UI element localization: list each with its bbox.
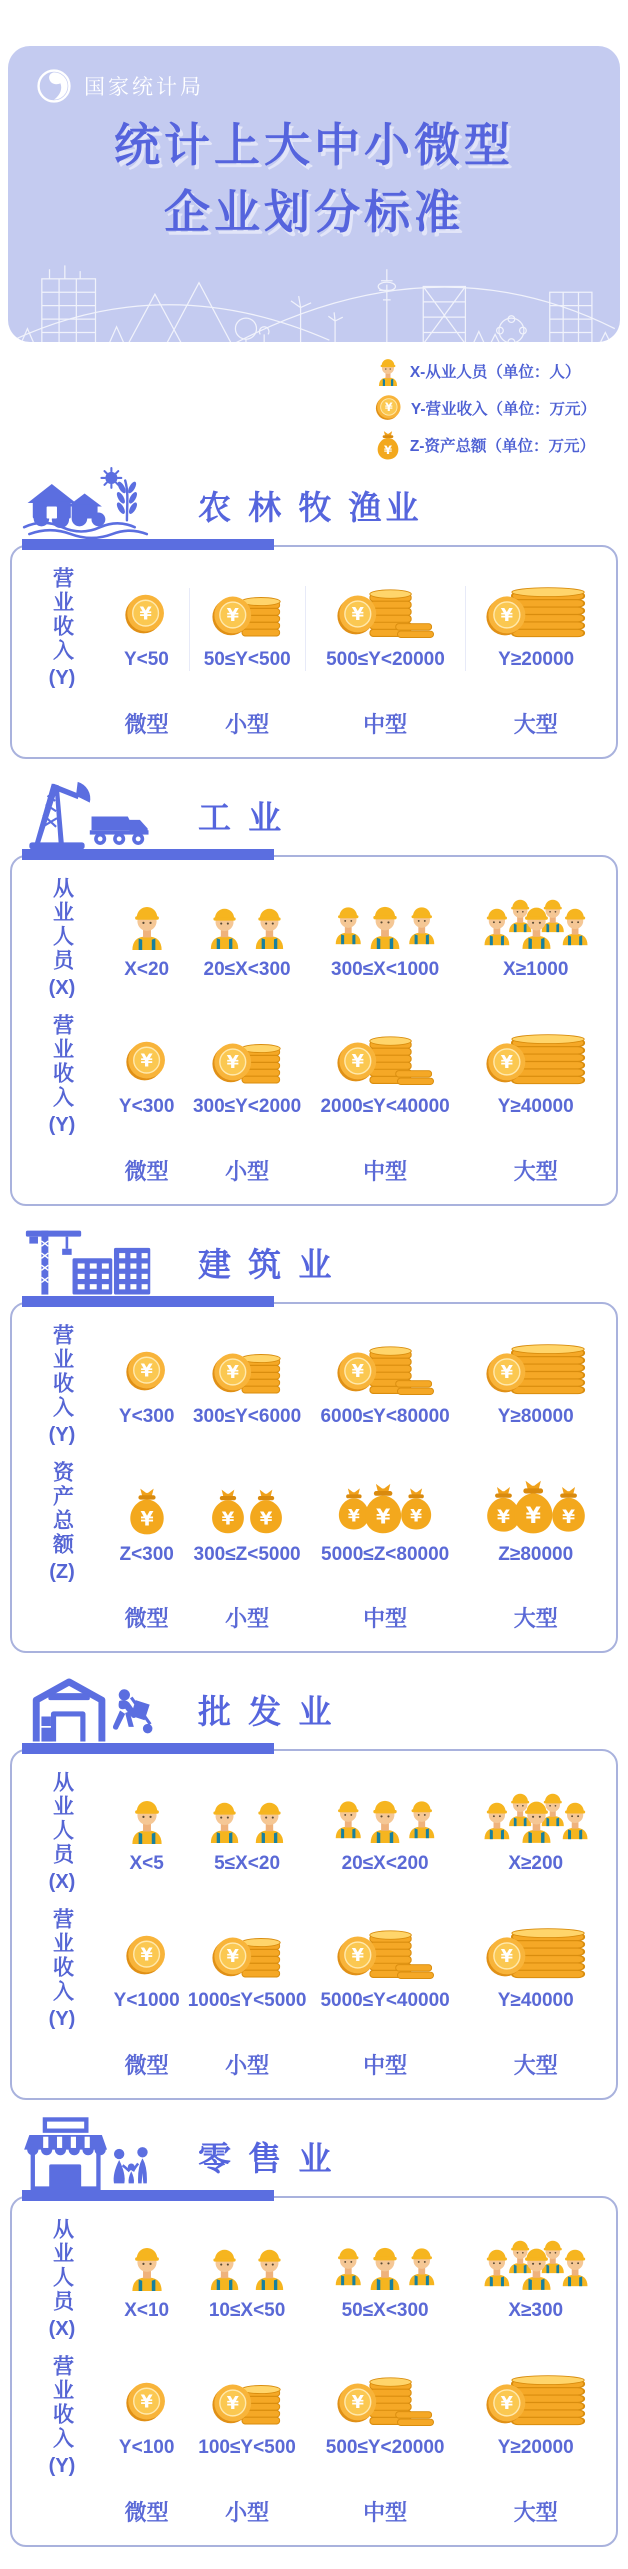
coins-3-icon [336,1343,434,1397]
coins-1-icon [123,588,169,640]
size-label-medium: 中型 [363,2053,408,2078]
size-label-row [16,1139,610,1194]
table-row [16,555,610,692]
coins-2-icon [211,588,283,640]
legend-item-z [375,426,595,463]
section-title: 建 筑 业 [198,1246,336,1283]
size-label-large: 大型 [513,712,558,737]
size-label-large: 大型 [513,2053,558,2078]
table-row [16,1759,610,1896]
size-label-micro: 微型 [124,2500,169,2525]
cell-small: 20≤X<300 [189,903,304,981]
size-label-micro: 微型 [124,2053,169,2078]
cell-large: Y≥40000 [465,1033,606,1118]
table-row [16,865,610,1002]
criteria-table [10,1302,618,1653]
storefront-family-icon [22,2116,174,2192]
size-label-row [16,2480,610,2535]
worker-icon [375,356,401,386]
size-label-large: 大型 [513,1159,558,1184]
workers-4-icon [479,1790,593,1844]
criteria-table [10,2196,618,2547]
cell-micro: Y<300 [104,1345,189,1428]
cell-small: 5≤X<20 [189,1797,304,1875]
cell-medium: 2000≤Y<40000 [305,1033,466,1118]
row-label: 从业人员 (X) [48,1771,76,1893]
row-label: 营业收入 (Y) [48,1324,76,1446]
cell-small: 300≤Y<6000 [189,1345,304,1428]
section-agriculture [10,465,618,759]
cell-micro: Y<50 [104,588,189,671]
cell-medium: 6000≤Y<80000 [305,1343,466,1428]
coins-4-icon [485,1343,587,1397]
coins-2-icon [211,1929,283,1981]
cell-large: Y≥20000 [465,2374,606,2459]
moneybags-2-icon [208,1487,286,1535]
coins-4-icon [485,586,587,640]
header-card [8,46,620,342]
moneybag-icon [375,430,401,460]
section-header [10,2116,618,2192]
cell-small: 50≤Y<500 [189,588,305,671]
cell-micro: X<10 [104,2243,189,2322]
size-label-medium: 中型 [363,1159,408,1184]
legend-label: Z-资产总额（单位：万元） [409,437,595,455]
coins-1-icon [124,1035,170,1087]
moneybags-4-icon [483,1479,589,1535]
title-line-1: 统计上大中小微型 [114,119,514,171]
cell-large: X≥200 [465,1790,606,1875]
cell-large: X≥1000 [465,896,606,981]
section-underline-bar [22,2190,274,2201]
section-title: 零 售 业 [198,2140,336,2177]
cell-micro: X<20 [104,902,189,981]
row-label: 从业人员 (X) [48,2218,76,2340]
size-label-medium: 中型 [363,2500,408,2525]
cell-large: Y≥40000 [465,1927,606,2012]
section-title: 批 发 业 [198,1693,336,1730]
size-label-medium: 中型 [363,712,408,737]
cell-large: Z≥80000 [465,1479,606,1566]
workers-1-icon [126,1796,168,1844]
cell-micro: Y<100 [104,2376,189,2459]
cell-large: Y≥80000 [465,1343,606,1428]
table-row [16,1312,610,1449]
farm-icon [22,465,174,541]
row-label: 营业收入 (Y) [48,1014,76,1136]
oil-derrick-truck-icon [22,775,174,851]
section-wholesale [10,1669,618,2100]
page-title [8,112,620,245]
agency-logo [34,66,204,106]
legend-item-y [375,389,596,426]
table-row [16,2343,610,2480]
agency-name: 国家统计局 [84,75,204,99]
section-header [10,775,618,851]
coins-1-icon [124,1929,170,1981]
coins-3-icon [336,1033,434,1087]
criteria-table [10,1749,618,2100]
nbs-logo-icon [34,66,74,106]
section-underline-bar [22,1743,274,1754]
cell-micro: Y<1000 [104,1929,189,2012]
workers-4-icon [479,896,593,950]
size-label-medium: 中型 [363,1606,408,1631]
section-retail [10,2116,618,2547]
legend-item-x [375,352,581,389]
size-label-row [16,1586,610,1641]
moneybags-3-icon [335,1482,435,1535]
cell-micro: Y<300 [104,1035,189,1118]
city-skyline-art [8,252,620,342]
coins-3-icon [336,1927,434,1981]
criteria-table [10,545,618,759]
cell-large: X≥300 [465,2237,606,2322]
section-header [10,465,618,541]
section-underline-bar [22,849,274,860]
size-label-large: 大型 [513,2500,558,2525]
size-label-small: 小型 [225,1159,270,1184]
coin-icon [375,394,402,421]
coins-1-icon [124,2376,170,2428]
table-row [16,2206,610,2343]
coins-3-icon [336,586,434,640]
coins-4-icon [485,1033,587,1087]
cell-small: 1000≤Y<5000 [189,1929,304,2012]
workers-3-icon [330,901,440,950]
workers-3-icon [330,1795,440,1844]
cell-medium: 500≤Y<20000 [305,2374,466,2459]
size-label-small: 小型 [225,1606,270,1631]
size-label-micro: 微型 [124,1606,169,1631]
size-label-row [16,2033,610,2088]
workers-2-icon [205,903,289,950]
coins-1-icon [124,1345,170,1397]
cell-medium: 50≤X<300 [305,2242,466,2322]
section-title: 工 业 [198,799,286,836]
size-label-large: 大型 [513,1606,558,1631]
size-label-row [16,692,610,747]
size-label-micro: 微型 [124,712,169,737]
table-row [16,1449,610,1586]
cell-medium: 5000≤Y<40000 [305,1927,466,2012]
section-title: 农 林 牧 渔业 [198,489,423,526]
cell-medium: 20≤X<200 [305,1795,466,1875]
cell-medium: 5000≤Z<80000 [305,1482,466,1566]
workers-3-icon [330,2242,440,2291]
cell-small: 300≤Y<2000 [189,1035,304,1118]
row-label: 资产总额 (Z) [49,1461,75,1583]
table-row [16,1002,610,1139]
section-header [10,1669,618,1745]
workers-2-icon [205,2244,289,2291]
legend-label: X-从业人员（单位：人） [409,363,581,381]
coins-4-icon [485,1927,587,1981]
cell-medium: 500≤Y<20000 [305,586,466,671]
workers-1-icon [126,2243,168,2291]
crane-buildings-icon [22,1222,174,1298]
row-label: 营业收入 (Y) [48,1908,76,2030]
title-line-2: 企业划分标准 [164,185,464,238]
coins-2-icon [211,1345,283,1397]
cell-large: Y≥20000 [465,586,606,671]
size-label-small: 小型 [225,2053,270,2078]
table-row [16,1896,610,2033]
size-label-micro: 微型 [124,1159,169,1184]
moneybags-1-icon [126,1487,168,1535]
size-label-small: 小型 [225,712,270,737]
legend [375,352,596,463]
legend-label: Y-营业收入（单位：万元） [410,400,596,418]
coins-3-icon [336,2374,434,2428]
row-label: 营业收入 (Y) [48,567,76,689]
cell-small: 10≤X<50 [189,2244,304,2322]
workers-1-icon [126,902,168,950]
coins-2-icon [211,2376,283,2428]
coins-2-icon [211,1035,283,1087]
cell-micro: Z<300 [104,1487,189,1566]
cell-micro: X<5 [104,1796,189,1875]
workers-2-icon [205,1797,289,1844]
section-industry [10,775,618,1206]
warehouse-porter-icon [22,1669,174,1745]
coins-4-icon [485,2374,587,2428]
row-label: 从业人员 (X) [48,877,76,999]
section-header [10,1222,618,1298]
row-label: 营业收入 (Y) [48,2355,76,2477]
section-underline-bar [22,539,274,550]
cell-medium: 300≤X<1000 [305,901,466,981]
cell-small: 100≤Y<500 [189,2376,304,2459]
size-label-small: 小型 [225,2500,270,2525]
section-construction [10,1222,618,1653]
workers-4-icon [479,2237,593,2291]
criteria-table [10,855,618,1206]
section-underline-bar [22,1296,274,1307]
cell-small: 300≤Z<5000 [189,1487,304,1566]
